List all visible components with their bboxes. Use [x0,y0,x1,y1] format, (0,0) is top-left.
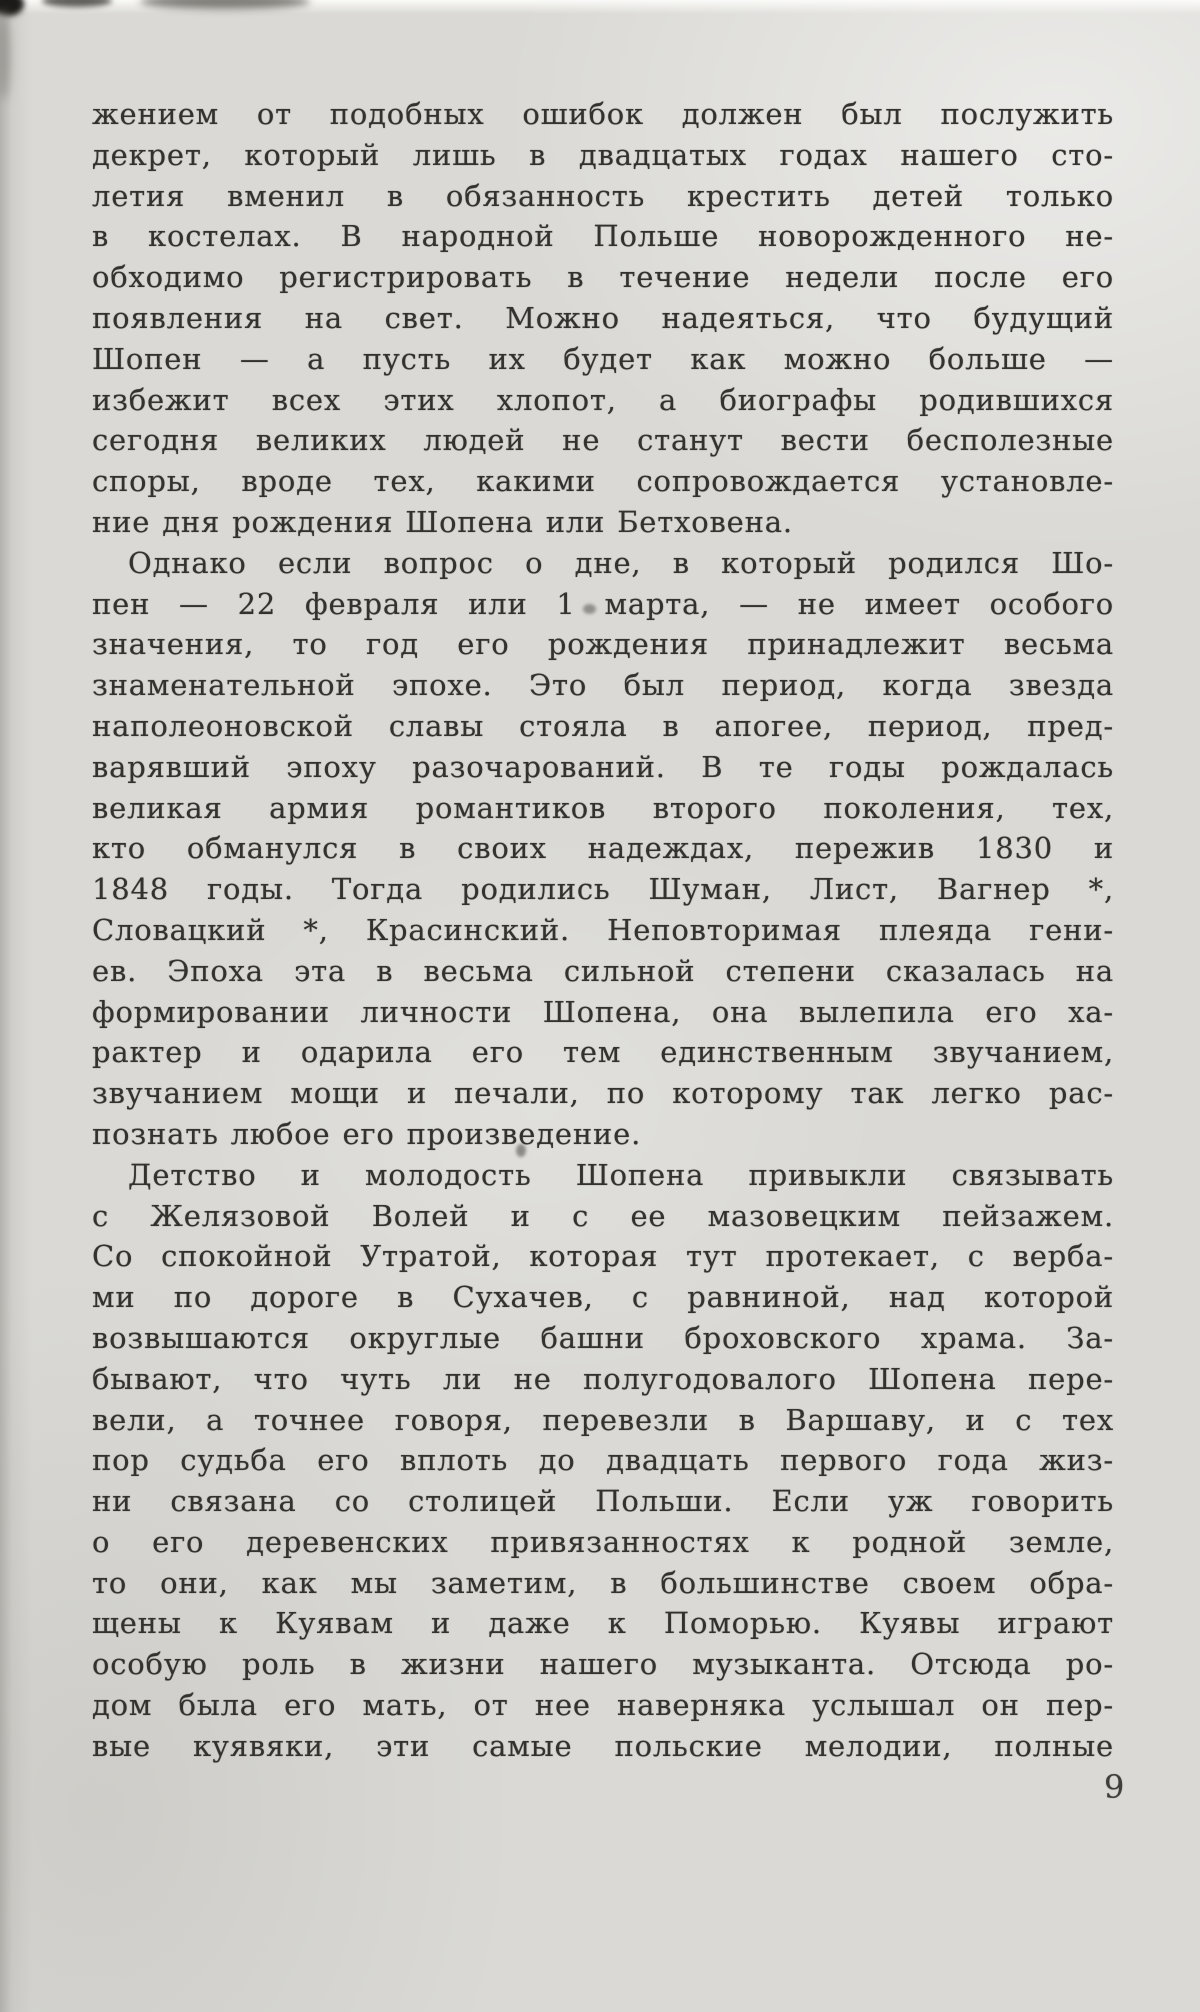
text-line: звучанием мощи и печали, по которому так легко рас- [92,1076,1114,1111]
text-line: дом была его мать, от нее наверняка услышал он пер- [92,1688,1114,1723]
body-text [92,94,1114,1767]
text-line: Словацкий *, Красинский. Неповторимая плеяда гени- [92,912,1114,947]
text-line: жением от подобных ошибок должен был послужить [92,97,1114,131]
text-line: возвышаются округлые башни броховского храма. За- [92,1320,1114,1355]
text-line: особую роль в жизни нашего музыканта. Отсюда ро- [92,1647,1114,1682]
text-line: о его деревенских привязанностях к родной земле, [92,1524,1114,1559]
scan-smudge-top-wide [140,0,310,9]
text-line: значения, то год его рождения принадлежит весьма [92,627,1114,662]
scan-smudge-top [42,0,112,7]
text-line-paragraph-end: ние дня рождения Шопена или Бетховена. [92,504,793,539]
text-line: вели, а точнее говоря, перевезли в Варшаву, и с тех [92,1402,1114,1437]
page-number: 9 [1104,1768,1125,1806]
text-line: 1848 годы. Тогда родились Шуман, Лист, Вагнер *, [92,872,1114,907]
text-line: бывают, что чуть ли не полугодовалого Шопена пере- [92,1361,1114,1396]
text-line: появления на свет. Можно надеяться, что будущий [92,300,1114,335]
text-line: в костелах. В народной Польше новорожденного не- [92,219,1114,254]
text-line: сегодня великих людей не станут вести бесполезные [92,423,1114,458]
text-line: варявший эпоху разочарований. В те годы рождалась [92,749,1114,784]
text-line: великая армия романтиков второго поколения, тех, [92,790,1114,825]
text-line: Шопен — а пусть их будет как можно больше — [92,341,1114,376]
text-line: знаменательной эпохе. Это был период, когда звезда [92,668,1114,703]
text-line: щены к Куявам и даже к Поморью. Куявы играют [92,1606,1114,1641]
text-line: то они, как мы заметим, в большинстве своем обра- [92,1565,1114,1600]
text-line: с Желязовой Волей и с ее мазовецким пейзажем. [92,1198,1114,1233]
scan-shadow-left-edge [0,10,10,100]
text-line: вые куявяки, эти самые польские мелодии, полные [92,1728,1114,1763]
text-line: ни связана со столицей Польши. Если уж говорить [92,1484,1114,1519]
text-line: летия вменил в обязанность крестить детей только [92,178,1114,213]
text-line: обходимо регистрировать в течение недели после его [92,260,1114,295]
text-line: избежит всех этих хлопот, а биографы родившихся [92,382,1114,417]
text-line-paragraph-end: познать любое его произведение. [92,1116,642,1151]
text-line: формировании личности Шопена, она вылепила его ха- [92,994,1114,1029]
text-line: пен — 22 февраля или 1 марта, — не имеет особого [92,586,1114,621]
text-line-paragraph-start: Детство и молодость Шопена привыкли связывать [128,1157,1114,1192]
text-line: ев. Эпоха эта в весьма сильной степени сказалась на [92,953,1114,988]
text-line-paragraph-start: Однако если вопрос о дне, в который родился Шо- [128,545,1114,580]
text-line: декрет, который лишь в двадцатых годах нашего сто- [92,137,1114,172]
text-line: споры, вроде тех, какими сопровождается установле- [92,464,1114,499]
text-line: пор судьба его вплоть до двадцать первого года жиз- [92,1443,1114,1478]
text-line: наполеоновской славы стояла в апогее, период, пред- [92,708,1114,743]
text-line: Со спокойной Утратой, которая тут протекает, с верба- [92,1239,1114,1274]
text-line: ми по дороге в Сухачев, с равниной, над которой [92,1280,1114,1315]
text-line: рактер и одарила его тем единственным звучанием, [92,1035,1114,1070]
text-line: кто обманулся в своих надеждах, пережив 1830 и [92,831,1114,866]
